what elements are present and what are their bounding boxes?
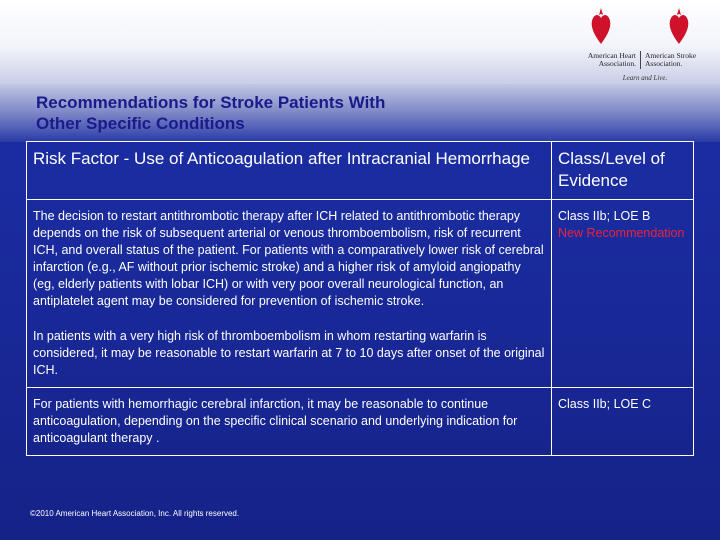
column-header-class-level: Class/Level of Evidence (552, 142, 694, 200)
logo-separator (640, 51, 641, 69)
recommendation-cell (27, 200, 552, 388)
class-level-value: Class IIb; LOE B (558, 209, 651, 223)
logo-tagline: Learn and Live. (622, 74, 668, 82)
recommendation-text: For patients with hemorrhagic cerebral infarction, it may be reasonable to continue anticoagulation, depending on the specific clinical scenario and underlying indication for anticoagulant therapy . (33, 397, 518, 445)
column-header-risk-factor: Risk Factor - Use of Anticoagulation after Intracranial Hemorrhage (27, 142, 552, 200)
table-row (27, 388, 694, 456)
class-level-cell (552, 388, 694, 456)
recommendations-table (26, 141, 694, 456)
recommendation-text: In patients with a very high risk of thromboembolism in whom restarting warfarin is considered, it may be reasonable to restart warfarin at 7 to 10 days after onset of the original ICH. (33, 329, 545, 377)
slide-title: Recommendations for Stroke Patients With Other Specific Conditions (36, 93, 386, 133)
copyright-footer: ©2010 American Heart Association, Inc. All rights reserved. (30, 509, 240, 518)
recommendation-cell (27, 388, 552, 456)
aha-name: American Heart Association. (587, 51, 636, 68)
table-header-row (27, 142, 694, 200)
new-recommendation-badge: New Recommendation (558, 226, 685, 240)
recommendation-text: The decision to restart antithrombotic therapy after ICH related to antithrombotic therapy depends on the risk of subsequent arterial or venous thromboembolism, risk of recurrent ICH, and overall status of the patient. For patients with a comparatively lower risk of cerebral infarction (e.g., AF without prior ischemic stroke) and a higher risk of amyloid angiopathy (eg, elderly patients with lobar ICH) or with very poor overall neurological function, an antiplatelet agent may be considered for prevention of ischemic stroke. (33, 209, 544, 308)
aha-asa-logo (570, 4, 710, 82)
table-row (27, 200, 694, 388)
class-level-cell (552, 200, 694, 388)
heart-torch-icon (668, 6, 690, 46)
class-level-value: Class IIb; LOE C (558, 397, 652, 411)
heart-torch-icon (590, 6, 612, 46)
asa-name: American Stroke Association. (645, 51, 697, 68)
